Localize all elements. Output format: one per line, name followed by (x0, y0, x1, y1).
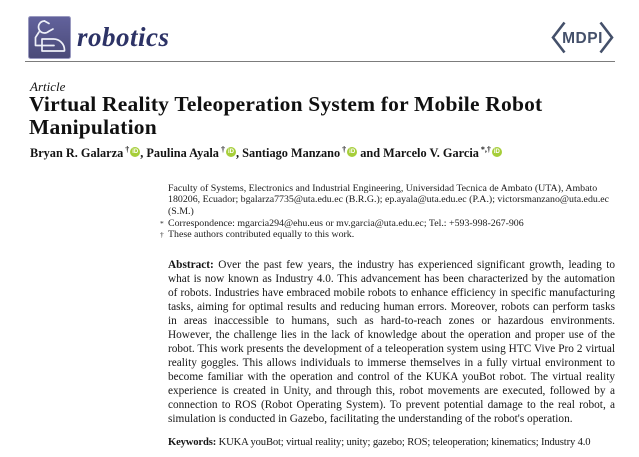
abstract-paragraph (168, 258, 615, 426)
affiliation-text: Faculty of Systems, Electronics and Industrial Engineering, Universidad Tecnica de Ambato (UTA), Ambato 180206, Ecuador; bgalarza7735@uta.edu.ec (B.R.G.); ep.ayala@uta.edu.ec (P.A.); victorsmanzano@uta.edu.ec (S.M.) (168, 183, 610, 217)
author (242, 146, 383, 160)
correspondence-marker: * (160, 218, 164, 228)
orcid-icon[interactable]: iD (227, 149, 234, 156)
author-name: Santiago Manzano (242, 146, 341, 161)
keywords-line (168, 437, 638, 448)
mdpi-logo-text: MDPI (562, 30, 603, 47)
author (30, 146, 146, 160)
author-name: Marcelo V. Garcia (383, 146, 479, 161)
equal-contribution-marker: † (160, 230, 164, 240)
author (383, 146, 502, 160)
author-separator: , (235, 146, 243, 161)
robotics-journal-logo-icon (28, 16, 71, 59)
authors-line (30, 145, 502, 161)
header-divider (25, 61, 615, 62)
article-type-label: Article (30, 79, 66, 94)
journal-name: robotics (77, 22, 170, 52)
author-marks: † (220, 145, 225, 154)
keywords-label: Keywords: (168, 437, 217, 448)
author-marks: † (342, 145, 347, 154)
author-marks: † (125, 145, 130, 154)
abstract-text: Over the past few years, the industry has experienced significant growth, leading to what is now known as Industry 4.0. This advancement has been characterized by the automation of robots. Industries have embraced mobile robots to enhance efficiency in specific manufacturing tasks, aiming for optimal results and reducing human errors. Moreover, robots can perform tasks in areas inaccessible to humans, such as hard-to-reach zones or hazardous environments. However, the challenge lies in the lack of knowledge about the operation and proper use of the robot. This work presents the development of a teleoperation system using HTC Vive Pro 2 virtual reality goggles. This allows individuals to immerse themselves in a fully virtual environment to become familiar with the operation and control of the KUKA youBot robot. The virtual reality experience is created in Unity, and through this, robot movements are executed, followed by a connection to ROS (Robot Operating System). To prevent potential damage to the real robot, a simulation is conducted in Gazebo, facilitating the understanding of the robot's operation. (168, 259, 615, 425)
orcid-icon[interactable]: iD (493, 149, 500, 156)
author-separator: and (357, 146, 384, 161)
keywords-text: KUKA youBot; virtual reality; unity; gazebo; ROS; teleoperation; kinematics; Industry 4.0 (218, 437, 591, 448)
correspondence-note (160, 217, 620, 229)
author-meta-block (160, 183, 620, 241)
paper-title: Virtual Reality Teleoperation System for Mobile Robot Manipulation (29, 92, 543, 139)
author-name: Paulina Ayala (146, 146, 219, 161)
author-separator: , (140, 146, 147, 161)
equal-contribution-note (160, 229, 620, 241)
equal-contribution-text: These authors contributed equally to this work. (168, 229, 355, 241)
author-name: Bryan R. Galarza (30, 146, 124, 161)
orcid-icon[interactable]: iD (132, 149, 139, 156)
orcid-icon[interactable]: iD (349, 149, 356, 156)
author (146, 146, 242, 160)
correspondence-text: Correspondence: mgarcia294@ehu.eus or mv.garcia@uta.edu.ec; Tel.: +593-998-267-906 (168, 217, 524, 229)
abstract-label: Abstract: (168, 259, 214, 271)
mdpi-logo-icon (550, 20, 615, 55)
author-marks: *,† (480, 145, 491, 154)
